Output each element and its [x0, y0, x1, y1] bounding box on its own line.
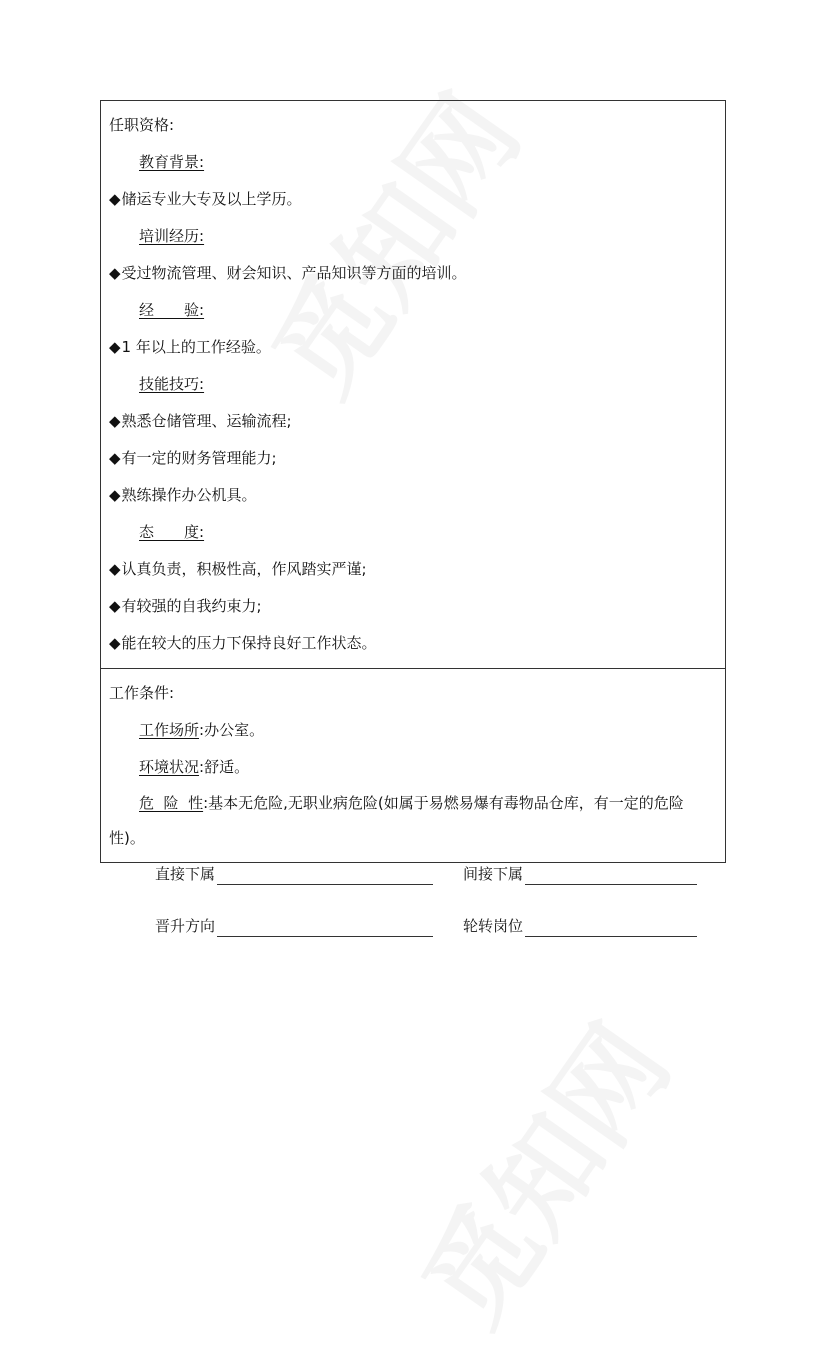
bullet-icon: ◆ [109, 560, 121, 578]
qualifications-section [101, 101, 725, 668]
qualifications-title: 任职资格: [109, 116, 175, 134]
skills-item: ◆熟悉仓储管理、运输流程; [109, 412, 292, 430]
skills-item: ◆熟练操作办公机具。 [109, 486, 257, 504]
education-item: ◆储运专业大专及以上学历。 [109, 190, 302, 208]
bullet-icon: ◆ [109, 634, 121, 652]
bullet-icon: ◆ [109, 338, 121, 356]
bullet-icon: ◆ [109, 449, 121, 467]
bullet-icon: ◆ [109, 264, 121, 282]
footer-fields [155, 855, 715, 959]
danger: 危 险 性:基本无危险,无职业病危险(如属于易燃易爆有毒物品仓库，有一定的危险性)。 [109, 794, 684, 847]
promotion-field[interactable]: 晋升方向 [155, 915, 433, 937]
training-item: ◆受过物流管理、财会知识、产品知识等方面的培训。 [109, 264, 467, 282]
blank-line [217, 916, 433, 937]
blank-line [217, 864, 433, 885]
attitude-label: 态 度: [139, 523, 205, 541]
bullet-icon: ◆ [109, 486, 121, 504]
environment: 环境状况:舒适。 [139, 758, 250, 776]
attitude-item: ◆认真负责，积极性高，作风踏实严谨; [109, 560, 367, 578]
indirect-subordinate-field[interactable]: 间接下属 [463, 863, 697, 885]
attitude-item: ◆能在较大的压力下保持良好工作状态。 [109, 634, 377, 652]
training-label: 培训经历: [139, 227, 205, 245]
watermark-bottom [380, 990, 699, 1351]
bullet-icon: ◆ [109, 190, 121, 208]
education-label: 教育背景: [139, 153, 205, 171]
attitude-item: ◆有较强的自我约束力; [109, 597, 262, 615]
blank-line [525, 916, 697, 937]
direct-subordinate-field[interactable]: 直接下属 [155, 863, 433, 885]
conditions-title: 工作条件: [109, 684, 175, 702]
bullet-icon: ◆ [109, 412, 121, 430]
job-description-table [100, 100, 726, 863]
blank-line [525, 864, 697, 885]
experience-item: ◆1 年以上的工作经验。 [109, 338, 271, 356]
skills-item: ◆有一定的财务管理能力; [109, 449, 277, 467]
skills-label: 技能技巧: [139, 375, 205, 393]
rotation-field[interactable]: 轮转岗位 [463, 915, 697, 937]
experience-label: 经 验: [139, 301, 205, 319]
conditions-section [101, 668, 725, 862]
work-place: 工作场所:办公室。 [139, 721, 265, 739]
bullet-icon: ◆ [109, 597, 121, 615]
